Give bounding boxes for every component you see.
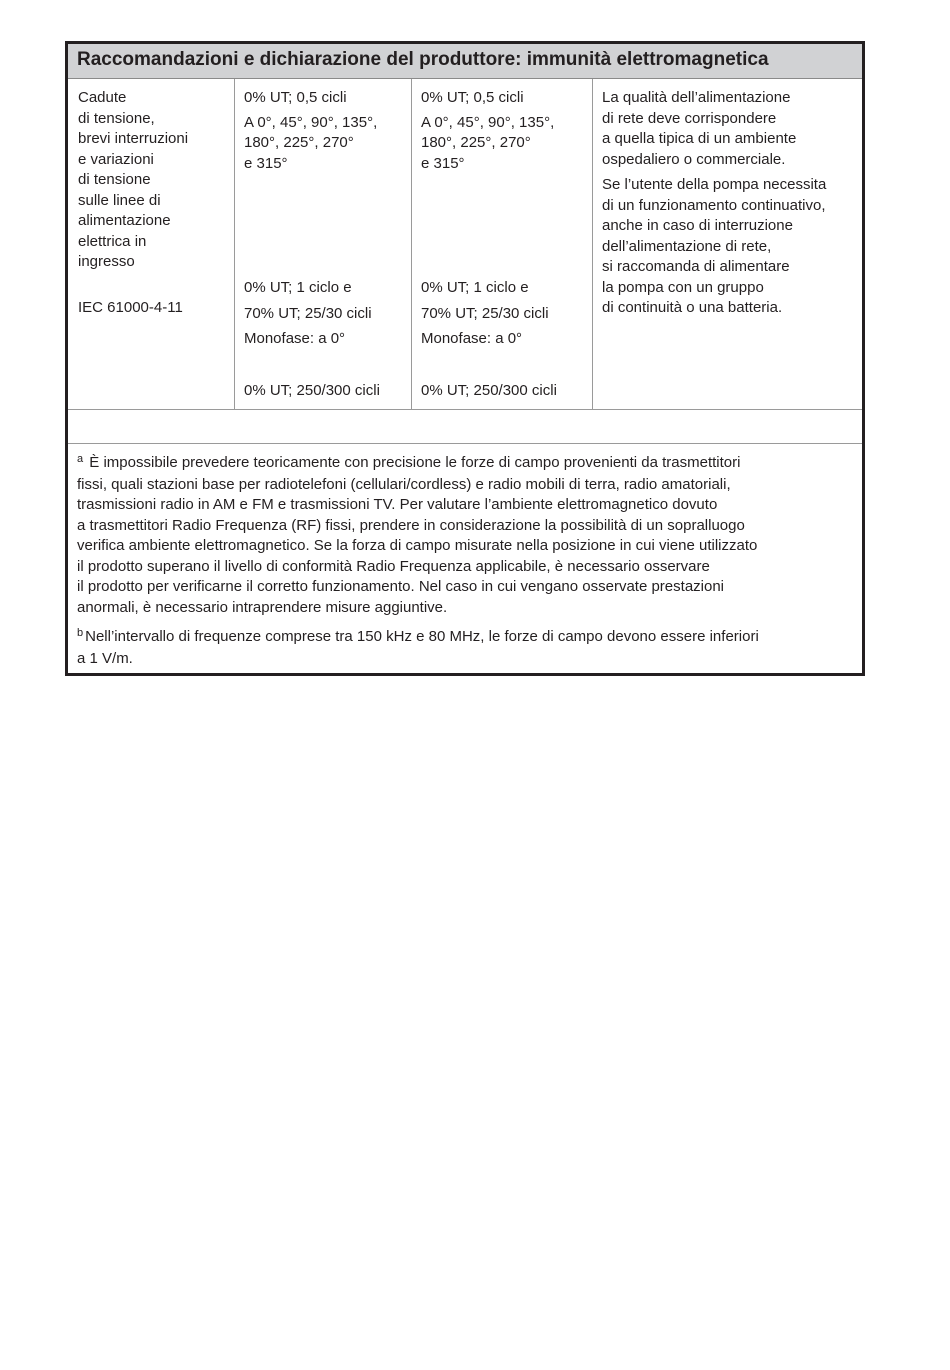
compliance-level-line: 180°, 225°, 270° bbox=[421, 134, 531, 151]
footnote-b bbox=[77, 627, 854, 669]
test-level-line: 0% UT; 0,5 cicli bbox=[244, 89, 347, 106]
compliance-level-line: 0% UT; 1 ciclo e bbox=[421, 279, 529, 296]
footnote-text: Nell’intervallo di frequenze comprese tra 150 kHz e 80 MHz, le forze di campo devono essere inferiori bbox=[85, 628, 759, 645]
compliance-level-line: 0% UT; 0,5 cicli bbox=[421, 89, 524, 106]
footnote-line bbox=[77, 627, 854, 649]
compliance-level-line: 0% UT; 250/300 cicli bbox=[421, 381, 557, 399]
compliance-level-line: e 315° bbox=[421, 154, 465, 172]
guidance-line: di rete deve corrispondere bbox=[602, 109, 777, 127]
test-level-line: A 0°, 45°, 90°, 135°, bbox=[244, 113, 378, 131]
table-title: Raccomandazioni e dichiarazione del produttore: immunità elettromagnetica bbox=[68, 44, 862, 79]
phenomenon-line: ingresso bbox=[78, 253, 135, 270]
test-level-block bbox=[244, 278, 380, 401]
phenomenon-line: sulle linee di bbox=[78, 191, 161, 209]
phenomenon-cell bbox=[68, 79, 234, 409]
footnote-line: anormali, è necessario intraprendere misure aggiuntive. bbox=[77, 598, 448, 616]
compliance-level-line: A 0°, 45°, 90°, 135°, bbox=[421, 113, 555, 131]
compliance-level-block bbox=[421, 278, 557, 401]
test-level-line: Monofase: a 0° bbox=[244, 330, 346, 347]
footnote-line: fissi, quali stazioni base per radiotelefoni (cellulari/cordless) e radio mobili di terra, radio amatoriali, bbox=[77, 475, 731, 493]
footnote-line: il prodotto superano il livello di conformità Radio Frequenza applicabile, è necessario osservare bbox=[77, 557, 710, 575]
compliance-level-cell bbox=[411, 79, 592, 409]
guidance-line: dell’alimentazione di rete, bbox=[602, 237, 772, 255]
phenomenon-line: di tensione, bbox=[78, 109, 155, 127]
footnote-line: verifica ambiente elettromagnetico. Se la forza di campo misurate nella posizione in cui viene utilizzato bbox=[77, 537, 758, 554]
guidance-paragraph bbox=[602, 175, 862, 319]
guidance-line: Se l’utente della pompa necessita bbox=[602, 176, 827, 193]
phenomenon-line: brevi interruzioni bbox=[78, 130, 189, 147]
footnotes bbox=[77, 453, 854, 669]
empty-row bbox=[68, 410, 862, 444]
phenomenon-line: di tensione bbox=[78, 171, 151, 188]
test-level-line: 70% UT; 25/30 cicli bbox=[244, 304, 372, 322]
immunity-table bbox=[65, 41, 865, 676]
guidance-line: di un funzionamento continuativo, bbox=[602, 196, 826, 214]
phenomenon-line: alimentazione bbox=[78, 212, 171, 229]
guidance-line: La qualità dell’alimentazione bbox=[602, 89, 791, 106]
test-level-line: 0% UT; 1 ciclo e bbox=[244, 279, 352, 296]
test-level-line: 0% UT; 250/300 cicli bbox=[244, 381, 380, 399]
footnote-a bbox=[77, 453, 854, 618]
standard-reference bbox=[78, 298, 183, 319]
test-level-line: 180°, 225°, 270° bbox=[244, 134, 354, 151]
guidance-cell bbox=[592, 79, 862, 409]
table-row bbox=[68, 79, 862, 410]
guidance-line: anche in caso di interruzione bbox=[602, 217, 793, 234]
footnote-marker: a bbox=[77, 453, 84, 465]
guidance-paragraph bbox=[602, 88, 862, 170]
standard-label: IEC 61000-4-11 bbox=[78, 299, 183, 316]
phenomenon-line: elettrica in bbox=[78, 232, 147, 250]
guidance-line: a quella tipica di un ambiente bbox=[602, 130, 797, 147]
footnote-marker: b bbox=[77, 627, 84, 639]
phenomenon-line: e variazioni bbox=[78, 150, 154, 168]
footnote-line bbox=[77, 453, 854, 475]
guidance-line: ospedaliero o commerciale. bbox=[602, 150, 786, 168]
footnote-line: il prodotto per verificarne il corretto funzionamento. Nel caso in cui vengano osservate prestazioni bbox=[77, 578, 725, 595]
guidance-line: si raccomanda di alimentare bbox=[602, 258, 790, 275]
test-level-line: e 315° bbox=[244, 154, 288, 172]
footnote-line: a 1 V/m. bbox=[77, 649, 133, 667]
guidance-line: di continuità o una batteria. bbox=[602, 299, 783, 316]
footnote-line: trasmissioni radio in AM e FM e trasmissioni TV. Per valutare l’ambiente elettromagnetico dovuto bbox=[77, 496, 718, 513]
footnote-text: È impossibile prevedere teoricamente con precisione le forze di campo provenienti da trasmettitori bbox=[89, 454, 741, 471]
footnote-line: a trasmettitori Radio Frequenza (RF) fissi, prendere in considerazione la possibilità di un sopralluogo bbox=[77, 516, 745, 534]
guidance-line: la pompa con un gruppo bbox=[602, 278, 764, 296]
compliance-level-line: Monofase: a 0° bbox=[421, 330, 523, 347]
phenomenon-line: Cadute bbox=[78, 89, 127, 106]
compliance-level-line: 70% UT; 25/30 cicli bbox=[421, 304, 549, 322]
test-level-cell bbox=[234, 79, 411, 409]
